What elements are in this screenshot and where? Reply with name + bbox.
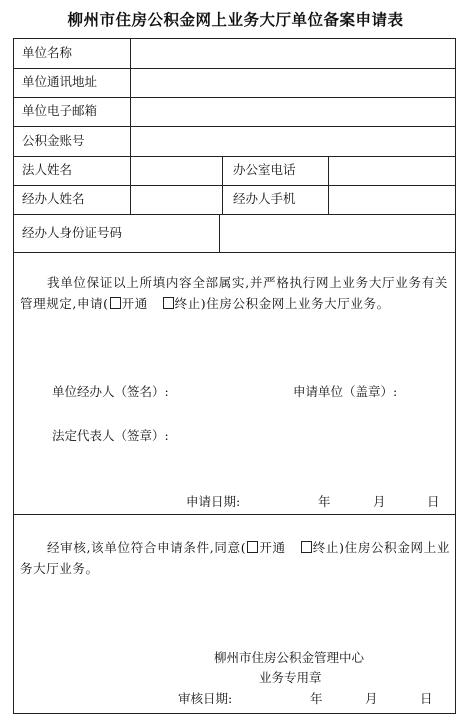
review-date-month: 月 bbox=[365, 691, 378, 706]
apply-date-year: 年 bbox=[318, 494, 331, 509]
declaration-text-end: )住房公积金网上业务大厅业务。 bbox=[200, 296, 390, 311]
declaration-paragraph bbox=[20, 272, 448, 314]
row-divider bbox=[13, 252, 456, 253]
applicant-seal-label: 申请单位（盖章）: bbox=[293, 384, 398, 399]
open-label: 开通 bbox=[121, 296, 148, 311]
section-divider bbox=[13, 514, 456, 515]
unit-address-label: 单位通讯地址 bbox=[22, 74, 98, 89]
handler-id-label: 经办人身份证号码 bbox=[22, 225, 123, 240]
legal-sign-label: 法定代表人（签章）: bbox=[52, 428, 169, 443]
fund-account-label: 公积金账号 bbox=[22, 133, 85, 148]
review-text-start: 经审核,该单位符合申请条件,同意( bbox=[47, 540, 247, 555]
unit-name-label: 单位名称 bbox=[22, 45, 73, 60]
apply-date-month: 月 bbox=[373, 494, 386, 509]
open-checkbox[interactable] bbox=[110, 297, 121, 309]
handler-name-label: 经办人姓名 bbox=[22, 191, 85, 206]
unit-email-input[interactable] bbox=[131, 98, 455, 126]
handler-name-input[interactable] bbox=[131, 186, 222, 214]
close-checkbox[interactable] bbox=[163, 297, 174, 309]
apply-date-day: 日 bbox=[427, 494, 440, 509]
legal-person-name-label: 法人姓名 bbox=[22, 162, 73, 177]
fund-account-input[interactable] bbox=[131, 127, 455, 156]
seal-name: 业务专用章 bbox=[259, 670, 322, 685]
review-open-checkbox[interactable] bbox=[247, 541, 258, 553]
review-date-day: 日 bbox=[420, 691, 433, 706]
unit-name-input[interactable] bbox=[131, 39, 455, 68]
center-name: 柳州市住房公积金管理中心 bbox=[214, 650, 365, 665]
review-text-end: )住房公积金网上业务大厅业务。 bbox=[20, 540, 450, 576]
col-divider bbox=[222, 156, 223, 214]
unit-address-input[interactable] bbox=[131, 69, 455, 97]
declaration-text-start: 我单位保证以上所填内容全部属实,并严格执行网上业务大厅业务有关管理规定,申请( bbox=[20, 275, 448, 311]
review-open-label: 开通 bbox=[259, 540, 286, 555]
handler-sign-label: 单位经办人（签名）: bbox=[52, 384, 169, 399]
legal-person-name-input[interactable] bbox=[131, 157, 222, 185]
handler-id-input[interactable] bbox=[220, 215, 455, 252]
review-close-label: 终止 bbox=[312, 540, 340, 555]
review-date-year: 年 bbox=[310, 691, 323, 706]
office-phone-label: 办公室电话 bbox=[233, 162, 296, 177]
review-paragraph bbox=[20, 537, 450, 579]
handler-mobile-label: 经办人手机 bbox=[233, 191, 296, 206]
apply-date-label: 申请日期: bbox=[186, 494, 241, 509]
form-title: 柳州市住房公积金网上业务大厅单位备案申请表 bbox=[67, 11, 404, 29]
office-phone-input[interactable] bbox=[329, 157, 455, 185]
close-label: 终止 bbox=[174, 296, 201, 311]
review-date-label: 审核日期: bbox=[178, 691, 233, 706]
review-close-checkbox[interactable] bbox=[301, 541, 312, 553]
unit-email-label: 单位电子邮箱 bbox=[22, 103, 98, 118]
handler-mobile-input[interactable] bbox=[329, 186, 455, 214]
